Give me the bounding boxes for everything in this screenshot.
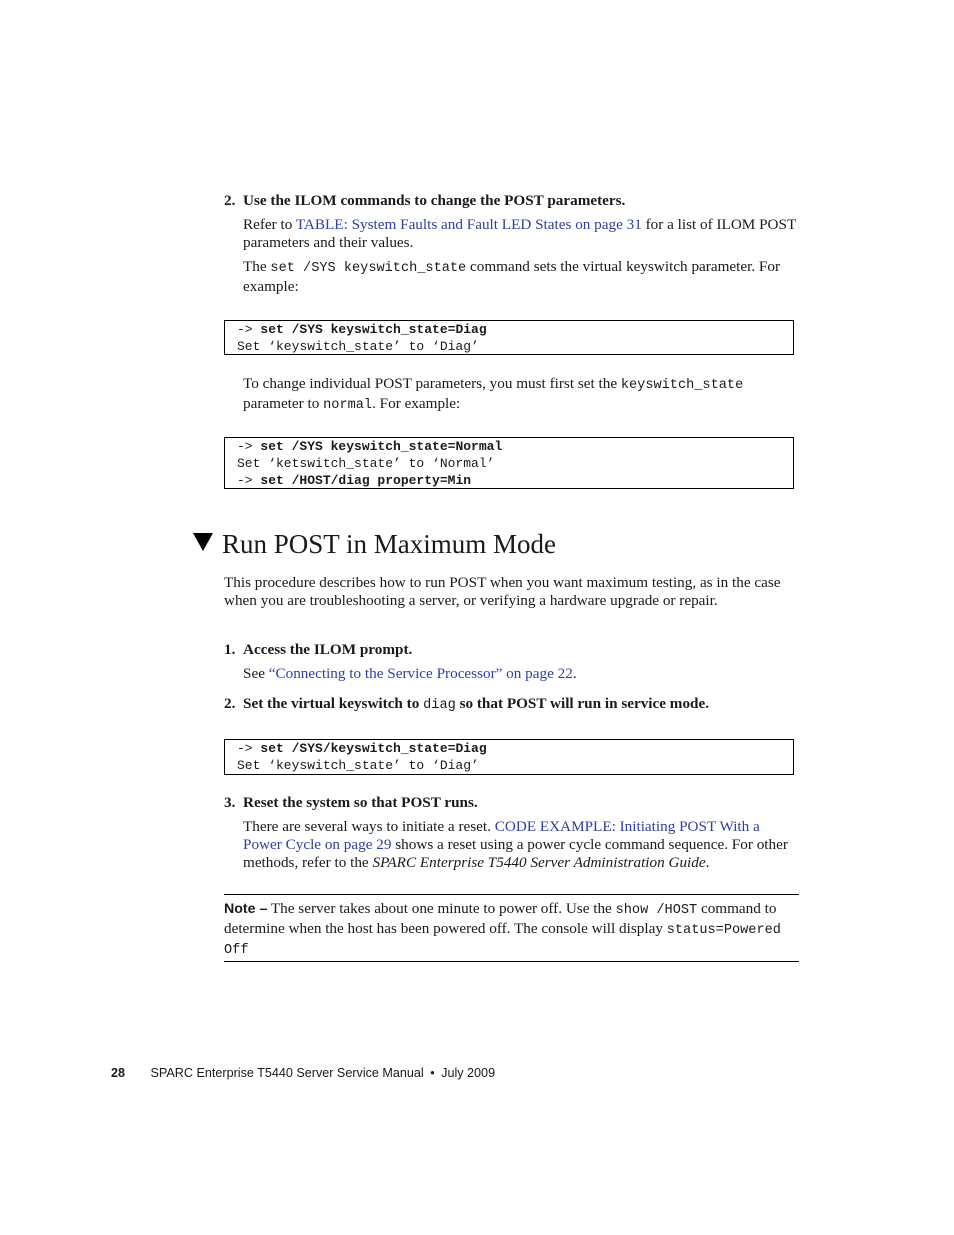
step-heading-text: Access the ILOM prompt. xyxy=(243,641,413,658)
step-number: 2. xyxy=(224,192,236,209)
step-heading-pre: Set the virtual keyswitch to xyxy=(243,695,424,712)
step-heading-text: Reset the system so that POST runs. xyxy=(243,794,478,811)
code-prompt: -> xyxy=(237,439,261,454)
change-pre: To change individual POST parameters, you must first set the xyxy=(243,375,621,392)
step-heading-text: Use the ILOM commands to change the POST parameters. xyxy=(243,192,626,209)
code-example-link[interactable]: CODE EXAMPLE: Initiating POST With a Power Cycle on page 29 xyxy=(243,818,760,853)
inline-code: keyswitch_state xyxy=(620,378,744,393)
inline-code: status=Powered Off xyxy=(224,923,781,958)
page-number: 28 xyxy=(111,1066,126,1080)
footer-date: July 2009 xyxy=(441,1066,496,1080)
page-footer xyxy=(111,1064,495,1082)
code-example-1 xyxy=(224,320,794,355)
reset-mid: shows a reset using a power cycle command sequence. For other methods, refer to the xyxy=(243,836,788,871)
keyswitch-paragraph xyxy=(243,258,796,296)
step-1-heading xyxy=(224,641,413,659)
footer-bullet: • xyxy=(430,1066,435,1080)
note-top-rule xyxy=(224,894,799,895)
note-bottom-rule xyxy=(224,961,799,962)
code-line xyxy=(237,472,793,489)
refer-pre: Refer to xyxy=(243,216,296,233)
code-line xyxy=(237,321,793,338)
code-prompt: -> xyxy=(237,741,261,756)
code-command: set /SYS keyswitch_state=Normal xyxy=(260,439,503,454)
code-prompt: -> xyxy=(237,322,261,337)
reset-post: . xyxy=(705,854,710,871)
code-line: Set ‘keyswitch_state’ to ‘Diag’ xyxy=(237,339,479,354)
step-number: 1. xyxy=(224,641,236,658)
section-title-text: Run POST in Maximum Mode xyxy=(222,529,557,559)
manual-title: SPARC Enterprise T5440 Server Service Manual xyxy=(150,1066,424,1080)
inline-code: diag xyxy=(423,698,456,713)
refer-paragraph xyxy=(243,216,796,252)
code-command: set /SYS keyswitch_state=Diag xyxy=(260,322,487,337)
triangle-down-icon xyxy=(193,533,213,551)
table-faults-link[interactable]: TABLE: System Faults and Fault LED States on page 31 xyxy=(295,216,642,233)
step-2-heading xyxy=(224,695,710,715)
admin-guide-title: SPARC Enterprise T5440 Server Administration Guide xyxy=(372,854,706,871)
code-line: Set ‘ketswitch_state’ to ‘Normal’ xyxy=(237,456,495,471)
step-2-heading xyxy=(224,192,626,210)
step-number: 2. xyxy=(224,695,236,712)
code-line: Set ‘keyswitch_state’ to ‘Diag’ xyxy=(237,758,479,773)
step-3-heading xyxy=(224,794,478,812)
note-pre: The server takes about one minute to power off. Use the xyxy=(267,900,616,917)
refer-post: for a list of ILOM POST parameters and their values. xyxy=(243,216,796,251)
code-example-3 xyxy=(224,739,794,775)
change-mid: parameter to xyxy=(243,395,324,412)
reset-pre: There are several ways to initiate a reset. xyxy=(243,818,495,835)
code-command: set /SYS/keyswitch_state=Diag xyxy=(260,741,487,756)
change-post: . For example: xyxy=(372,395,461,412)
code-command: set /HOST/diag property=Min xyxy=(260,473,472,488)
connecting-sp-link[interactable]: “Connecting to the Service Processor” on page 22 xyxy=(268,665,573,682)
step-number: 3. xyxy=(224,794,236,811)
reset-paragraph xyxy=(243,818,796,872)
code-prompt: -> xyxy=(237,473,261,488)
code-line xyxy=(237,438,793,455)
code-line xyxy=(237,740,793,757)
the-pre: The xyxy=(243,258,271,275)
intro-paragraph: This procedure describes how to run POST when you want maximum testing, as in the case when you are troubleshooting a server, or verifying a hardware upgrade or repair. xyxy=(224,574,781,609)
note-mid: command to determine when the host has been powered off. The console will display xyxy=(224,900,777,937)
code-example-2 xyxy=(224,437,794,489)
note-label: Note – xyxy=(224,901,268,917)
inline-code: set /SYS keyswitch_state xyxy=(270,261,467,276)
section-title xyxy=(193,526,556,562)
inline-code: normal xyxy=(323,398,373,413)
the-post: command sets the virtual keyswitch parameter. For example: xyxy=(243,258,781,295)
change-paragraph xyxy=(243,375,796,415)
see-post: . xyxy=(572,665,577,682)
see-paragraph xyxy=(243,665,577,683)
step-heading-post: so that POST will run in service mode. xyxy=(455,695,710,712)
note xyxy=(224,900,799,960)
see-pre: See xyxy=(243,665,269,682)
inline-code: show /HOST xyxy=(615,903,698,918)
